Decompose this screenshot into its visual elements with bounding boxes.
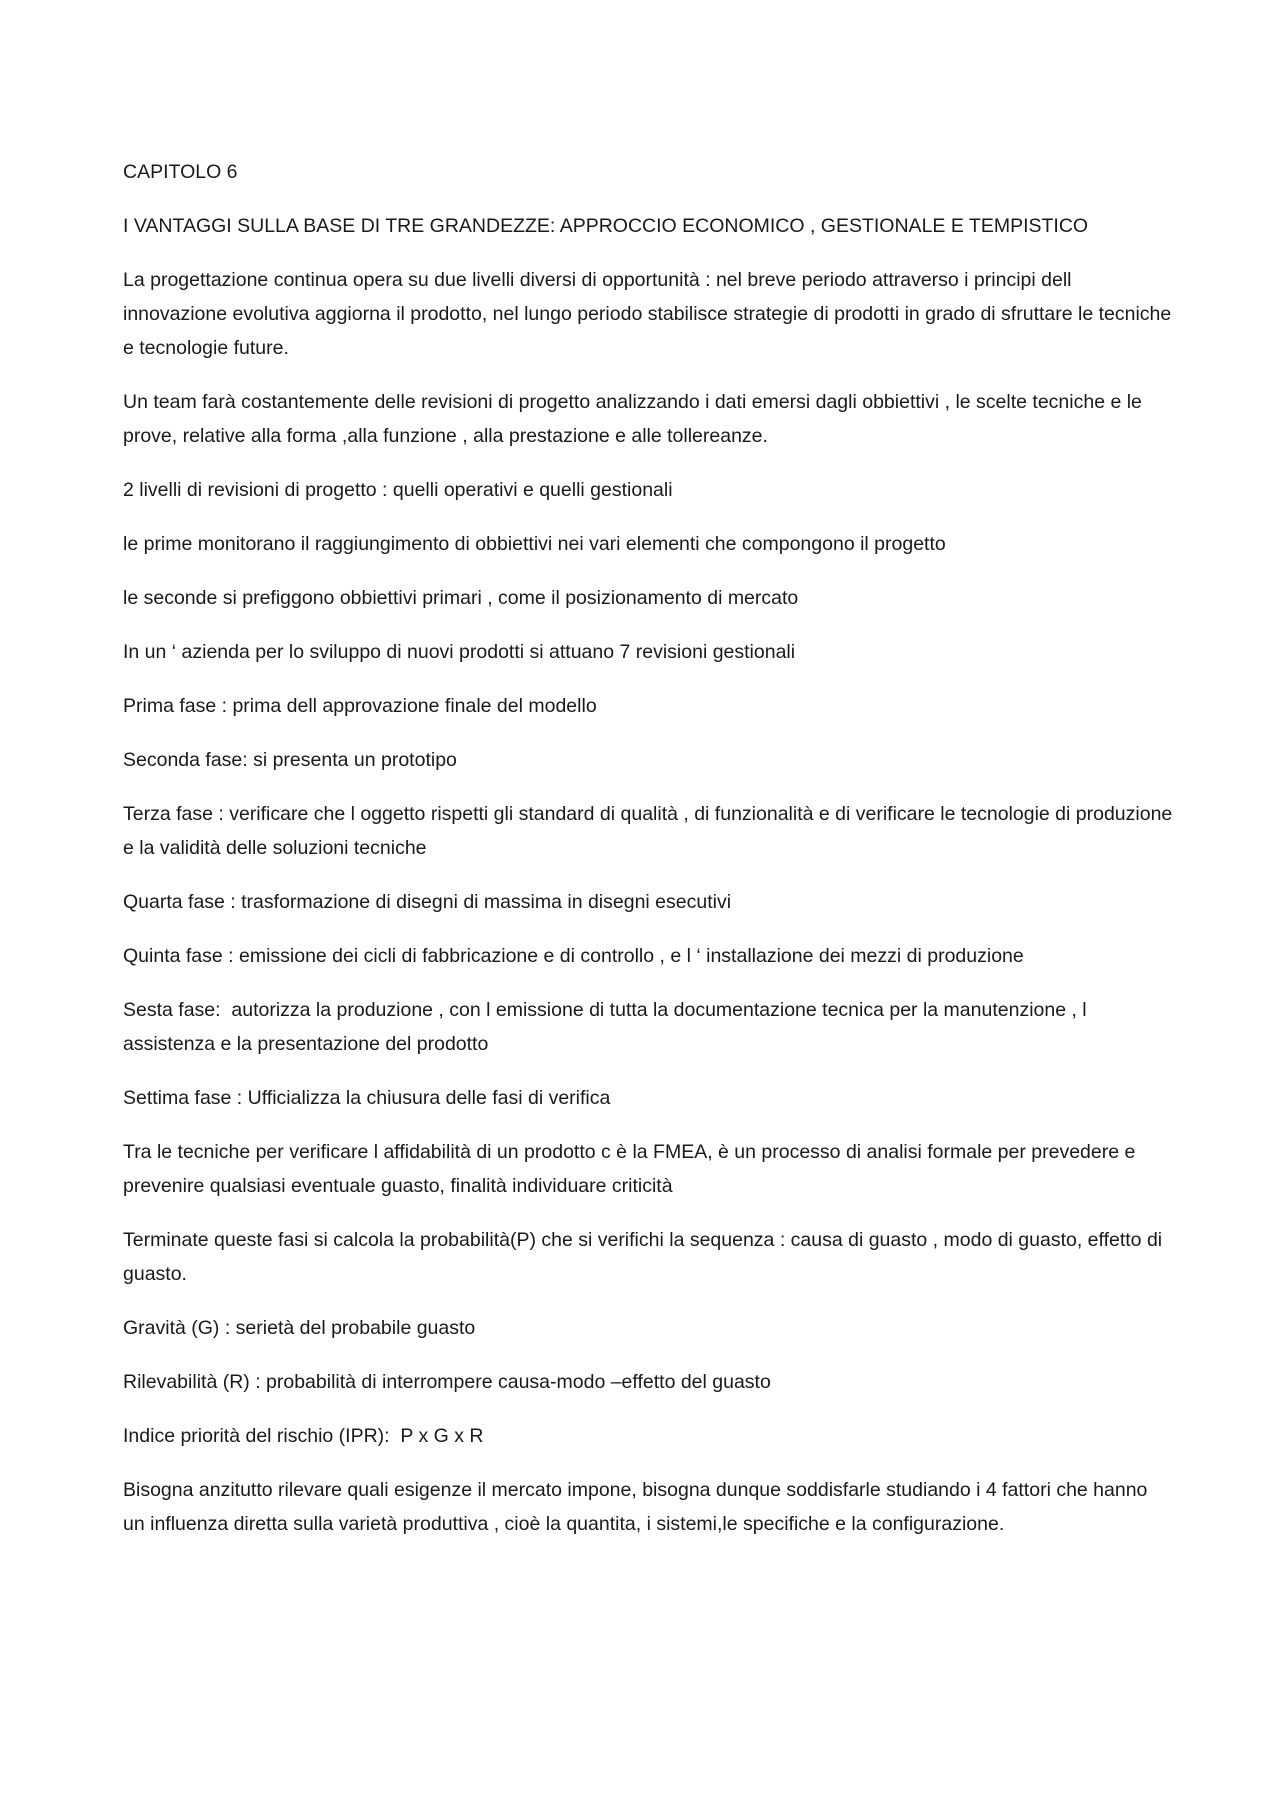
chapter-heading: CAPITOLO 6 (123, 161, 238, 183)
paragraph: Tra le tecniche per verificare l affidabilità di un prodotto c è la FMEA, è un processo di analisi formale per prevedere e prevenire qualsiasi eventuale guasto, finalità individuare criticità (123, 1141, 1141, 1197)
phase-item: Sesta fase: autorizza la produzione , con l emissione di tutta la documentazione tecnica per la manutenzione , l assistenza e la presentazione del prodotto (123, 999, 1093, 1055)
phase-item: Prima fase : prima dell approvazione finale del modello (123, 695, 597, 717)
paragraph: Terminate queste fasi si calcola la probabilità(P) che si verifichi la sequenza : causa di guasto , modo di guasto, effetto di guasto. (123, 1229, 1168, 1285)
phase-item: Seconda fase: si presenta un prototipo (123, 749, 457, 771)
paragraph: 2 livelli di revisioni di progetto : quelli operativi e quelli gestionali (123, 479, 673, 501)
phase-item: Settima fase : Ufficializza la chiusura delle fasi di verifica (123, 1087, 611, 1109)
phase-item: Quarta fase : trasformazione di disegni di massima in disegni esecutivi (123, 891, 732, 913)
paragraph: le seconde si prefiggono obbiettivi primari , come il posizionamento di mercato (123, 587, 799, 609)
definition-item: Rilevabilità (R) : probabilità di interrompere causa-modo –effetto del guasto (123, 1371, 771, 1393)
paragraph: le prime monitorano il raggiungimento di obbiettivi nei vari elementi che compongono il progetto (123, 533, 946, 555)
phase-item: Terza fase : verificare che l oggetto rispetti gli standard di qualità , di funzionalità e di verificare le tecnologie di produzione e la validità delle soluzioni tecniche (123, 803, 1178, 859)
document-body (123, 155, 1178, 1561)
chapter-title: I VANTAGGI SULLA BASE DI TRE GRANDEZZE: APPROCCIO ECONOMICO , GESTIONALE E TEMPISTICO (123, 215, 1089, 237)
definition-item: Indice priorità del rischio (IPR): P x G x R (123, 1425, 484, 1447)
paragraph: La progettazione continua opera su due livelli diversi di opportunità : nel breve periodo attraverso i principi dell innovazione evolutiva aggiorna il prodotto, nel lungo periodo stabilisce strategie di prodotti in grado di sfruttare le tecniche e tecnologie future. (123, 269, 1177, 359)
paragraph: In un ‘ azienda per lo sviluppo di nuovi prodotti si attuano 7 revisioni gestionali (123, 641, 796, 663)
paragraph: Un team farà costantemente delle revisioni di progetto analizzando i dati emersi dagli obbiettivi , le scelte tecniche e le prove, relative alla forma ,alla funzione , alla prestazione e alle tollereanze. (123, 391, 1148, 447)
definition-item: Gravità (G) : serietà del probabile guasto (123, 1317, 476, 1339)
paragraph: Bisogna anzitutto rilevare quali esigenze il mercato impone, bisogna dunque soddisfarle studiando i 4 fattori che hanno un influenza diretta sulla varietà produttiva , cioè la quantita, i sistemi,le specifiche e la configurazione. (123, 1479, 1153, 1535)
phase-item: Quinta fase : emissione dei cicli di fabbricazione e di controllo , e l ‘ installazione dei mezzi di produzione (123, 945, 1024, 967)
